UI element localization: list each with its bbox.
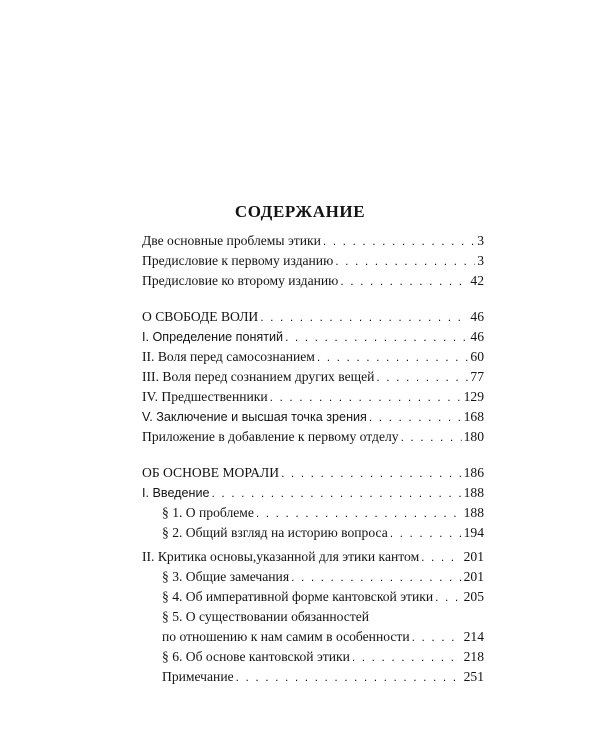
toc-entry[interactable] (142, 231, 484, 251)
dot-leader (369, 407, 462, 427)
entry-page: 46 (470, 309, 484, 324)
toc-entry[interactable] (142, 327, 484, 347)
toc-entry[interactable] (142, 367, 484, 387)
entry-title: Примечание (162, 669, 234, 684)
dot-leader (236, 667, 462, 687)
dot-leader (291, 567, 462, 587)
entry-title: Предисловие к первому изданию (142, 253, 334, 268)
toc-title: СОДЕРЖАНИЕ (234, 202, 366, 221)
entry-page: 205 (463, 589, 484, 604)
entry-title: ОБ ОСНОВЕ МОРАЛИ (142, 465, 280, 480)
toc-entry[interactable] (142, 347, 484, 367)
toc-entry[interactable] (142, 427, 484, 447)
entry-page: 129 (463, 389, 484, 404)
entry-page: 201 (463, 549, 484, 564)
dot-leader (435, 587, 461, 607)
entry-title: О СВОБОДЕ ВОЛИ (142, 309, 259, 324)
entry-page: 218 (463, 649, 484, 664)
toc-subentry[interactable] (142, 523, 484, 543)
toc-part-heading[interactable] (142, 307, 484, 327)
toc-subentry[interactable]: § 5. О существовании обязанностей (162, 609, 370, 624)
dot-leader (260, 307, 468, 327)
dot-leader (335, 251, 475, 271)
entry-page: 201 (463, 569, 484, 584)
dot-leader (421, 547, 461, 567)
dot-leader (281, 463, 462, 483)
entry-page: 186 (463, 465, 484, 480)
dot-leader (256, 503, 462, 523)
entry-title: § 2. Общий взгляд на историю вопроса (162, 525, 388, 540)
dot-leader (323, 231, 475, 251)
entry-title: I. Введение (142, 486, 210, 500)
entry-page: 194 (463, 525, 484, 540)
dot-leader (285, 327, 468, 347)
entry-title: § 4. Об императивной форме кантовской этики (162, 589, 434, 604)
dot-leader (376, 367, 468, 387)
entry-page: 188 (463, 505, 484, 520)
toc-entry[interactable] (142, 407, 484, 427)
entry-title: Предисловие ко второму изданию (142, 273, 339, 288)
entry-title: III. Воля перед сознанием других вещей (142, 369, 375, 384)
section-gap (142, 291, 484, 307)
dot-leader (270, 387, 462, 407)
toc-subentry[interactable] (142, 587, 484, 607)
entry-title: II. Воля перед самосознанием (142, 349, 315, 364)
section-gap (142, 447, 484, 463)
toc-entry[interactable] (142, 251, 484, 271)
entry-title: V. Заключение и высшая точка зрения (142, 410, 367, 424)
toc-subentry[interactable] (142, 503, 484, 523)
entry-page: 3 (477, 253, 484, 268)
toc-part-heading[interactable] (142, 463, 484, 483)
entry-title: § 1. О проблеме (162, 505, 254, 520)
entry-title: II. Критика основы,указанной для этики кантом (142, 549, 420, 564)
entry-title: Приложение в добавление к первому отделу (142, 429, 399, 444)
entry-title: § 3. Общие замечания (162, 569, 290, 584)
dot-leader (390, 523, 462, 543)
entry-title: I. Определение понятий (142, 330, 284, 344)
entry-page: 46 (470, 329, 484, 344)
toc-subentry-continuation[interactable] (142, 627, 484, 647)
entry-title: IV. Предшественники (142, 389, 268, 404)
toc-entry[interactable] (142, 483, 484, 503)
entry-title: по отношению к нам самим в особенности (162, 629, 410, 644)
entry-title: Две основные проблемы этики (142, 233, 321, 248)
toc-entry[interactable] (142, 271, 484, 291)
toc-entry[interactable] (142, 547, 484, 567)
dot-leader (352, 647, 462, 667)
dot-leader (412, 627, 462, 647)
entry-page: 3 (477, 233, 484, 248)
dot-leader (317, 347, 468, 367)
toc-entry[interactable] (142, 387, 484, 407)
entry-page: 77 (470, 369, 484, 384)
entry-title: § 6. Об основе кантовской этики (162, 649, 350, 664)
dot-leader (401, 427, 462, 447)
dot-leader (340, 271, 468, 291)
entry-page: 60 (470, 349, 484, 364)
toc-subentry[interactable] (142, 647, 484, 667)
toc-subentry[interactable] (142, 667, 484, 687)
entry-page: 180 (463, 429, 484, 444)
entry-page: 251 (463, 669, 484, 684)
entry-page: 168 (463, 409, 484, 424)
entry-page: 214 (463, 629, 484, 644)
entry-page: 188 (463, 485, 484, 500)
dot-leader (212, 483, 462, 503)
toc-subentry[interactable] (142, 567, 484, 587)
table-of-contents (142, 231, 484, 687)
entry-page: 42 (470, 273, 484, 288)
